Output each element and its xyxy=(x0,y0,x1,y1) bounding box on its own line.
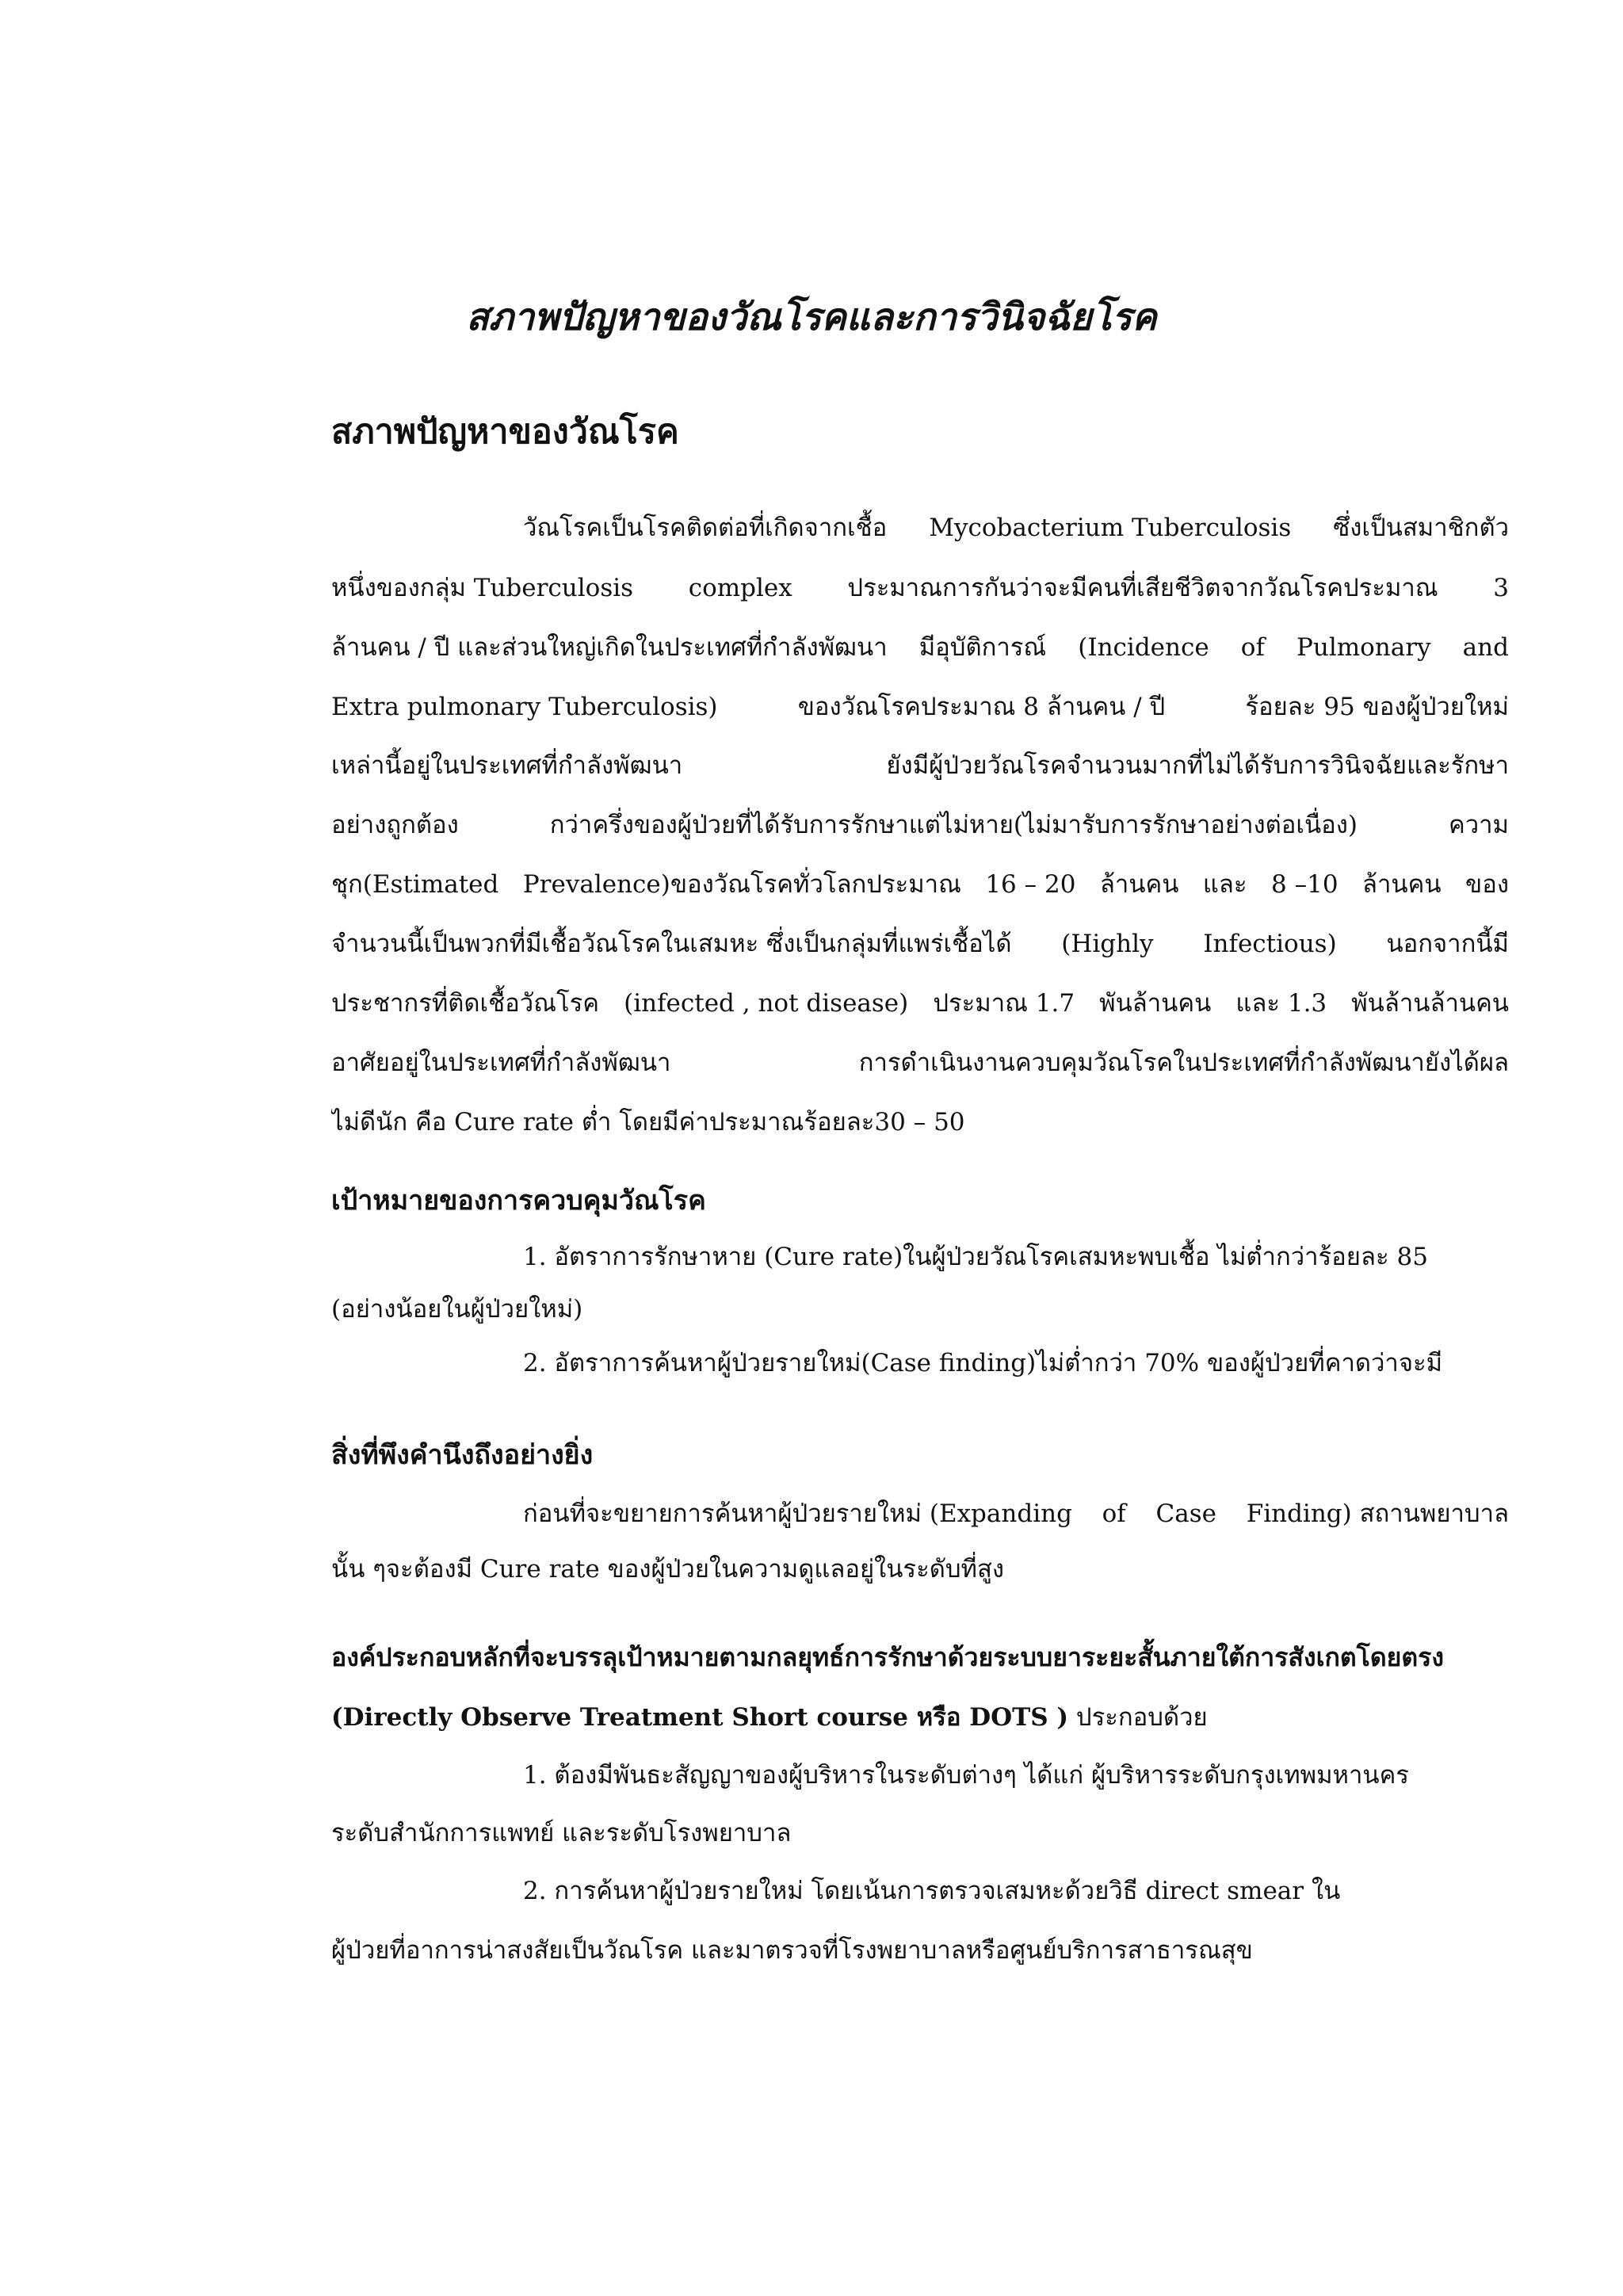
intro-line-9: ประชากรที่ติดเชื้อวัณโรค (infected , not disease) ประมาณ 1.7 พันล้านคน และ 1.3 พันล้านล้านคน xyxy=(331,989,1509,1018)
document-title: สภาพปัญหาของวัณโรคและการวินิจฉัยโรค xyxy=(466,296,1157,339)
goal-1-line-2: (อย่างน้อยในผู้ป่วยใหม่) xyxy=(331,1295,583,1324)
intro-line-6: อย่างถูกต้อง กว่าครึ่งของผู้ป่วยที่ได้รับการรักษาแต่ไม่หาย(ไม่มารับการรักษาอย่างต่อเนื่อง) ความ xyxy=(331,811,1509,839)
intro-line-10: อาศัยอยู่ในประเทศที่กำลังพัฒนา การดำเนินงานควบคุมวัณโรคในประเทศที่กำลังพัฒนายังได้ผล xyxy=(331,1049,1509,1077)
consider-line-1: ก่อนที่จะขยายการค้นหาผู้ป่วยรายใหม่ (Expanding of Case Finding) สถานพยาบาล xyxy=(523,1499,1509,1528)
goals-heading: เป้าหมายของการควบคุมวัณโรค xyxy=(331,1185,706,1217)
consider-line-2: นั้น ๆจะต้องมี Cure rate ของผู้ป่วยในความดูแลอยู่ในระดับที่สูง xyxy=(331,1555,1005,1584)
goal-2: 2. อัตราการค้นหาผู้ป่วยรายใหม่(Case finding)ไม่ต่ำกว่า 70% ของผู้ป่วยที่คาดว่าจะมี xyxy=(523,1349,1443,1377)
dots-heading-rest: ประกอบด้วย xyxy=(1068,1703,1208,1732)
dots-heading-bold: (Directly Observe Treatment Short course หรือ DOTS ) xyxy=(331,1703,1069,1732)
intro-line-8: จำนวนนี้เป็นพวกที่มีเชื้อวัณโรคในเสมหะ ซึ่งเป็นกลุ่มที่แพร่เชื้อได้ (Highly Infectious) นอกจากนี้มี xyxy=(331,930,1509,958)
intro-line-7: ชุก(Estimated Prevalence)ของวัณโรคทั่วโลกประมาณ 16 – 20 ล้านคน และ 8 –10 ล้านคน ของ xyxy=(331,870,1509,899)
consider-heading: สิ่งที่พึงคำนึงถึงอย่างยิ่ง xyxy=(331,1439,594,1471)
intro-line-11: ไม่ดีนัก คือ Cure rate ต่ำ โดยมีค่าประมาณร้อยละ30 – 50 xyxy=(331,1108,965,1137)
dots-1-line-2: ระดับสำนักการแพทย์ และระดับโรงพยาบาล xyxy=(331,1819,792,1847)
intro-line-5: เหล่านี้อยู่ในประเทศที่กำลังพัฒนา ยังมีผู้ป่วยวัณโรคจำนวนมากที่ไม่ได้รับการวินิจฉัยและรักษา xyxy=(331,751,1509,780)
intro-line-3: ล้านคน / ปี และส่วนใหญ่เกิดในประเทศที่กำลังพัฒนา มีอุบัติการณ์ (Incidence of Pulmonary and xyxy=(331,633,1509,662)
intro-line-1: วัณโรคเป็นโรคติดต่อที่เกิดจากเชื้อ Mycobacterium Tuberculosis ซึ่งเป็นสมาชิกตัว xyxy=(523,514,1509,542)
dots-1-line-1: 1. ต้องมีพันธะสัญญาของผู้บริหารในระดับต่างๆ ได้แก่ ผู้บริหารระดับกรุงเทพมหานคร xyxy=(523,1761,1409,1790)
intro-line-4: Extra pulmonary Tuberculosis) ของวัณโรคประมาณ 8 ล้านคน / ปี ร้อยละ 95 ของผู้ป่วยใหม่ xyxy=(331,693,1509,721)
dots-2-line-2: ผู้ป่วยที่อาการน่าสงสัยเป็นวัณโรค และมาตรวจที่โรงพยาบาลหรือศูนย์บริการสาธารณสุข xyxy=(331,1936,1253,1965)
dots-heading-line-2 xyxy=(331,1694,1509,1741)
intro-line-2: หนึ่งของกลุ่ม Tuberculosis complex ประมาณการกันว่าจะมีคนที่เสียชีวิตจากวัณโรคประมาณ 3 xyxy=(331,574,1509,602)
goal-1-line-1: 1. อัตราการรักษาหาย (Cure rate)ในผู้ป่วยวัณโรคเสมหะพบเชื้อ ไม่ต่ำกว่าร้อยละ 85 xyxy=(523,1243,1428,1271)
dots-2-line-1: 2. การค้นหาผู้ป่วยรายใหม่ โดยเน้นการตรวจเสมหะด้วยวิธี direct smear ใน xyxy=(523,1877,1341,1905)
section-heading: สภาพปัญหาของวัณโรค xyxy=(331,412,679,452)
dots-heading-line-1: องค์ประกอบหลักที่จะบรรลุเป้าหมายตามกลยุทธ์การรักษาด้วยระบบยาระยะสั้นภายใต้การสังเกตโดยตรง xyxy=(331,1642,1444,1672)
